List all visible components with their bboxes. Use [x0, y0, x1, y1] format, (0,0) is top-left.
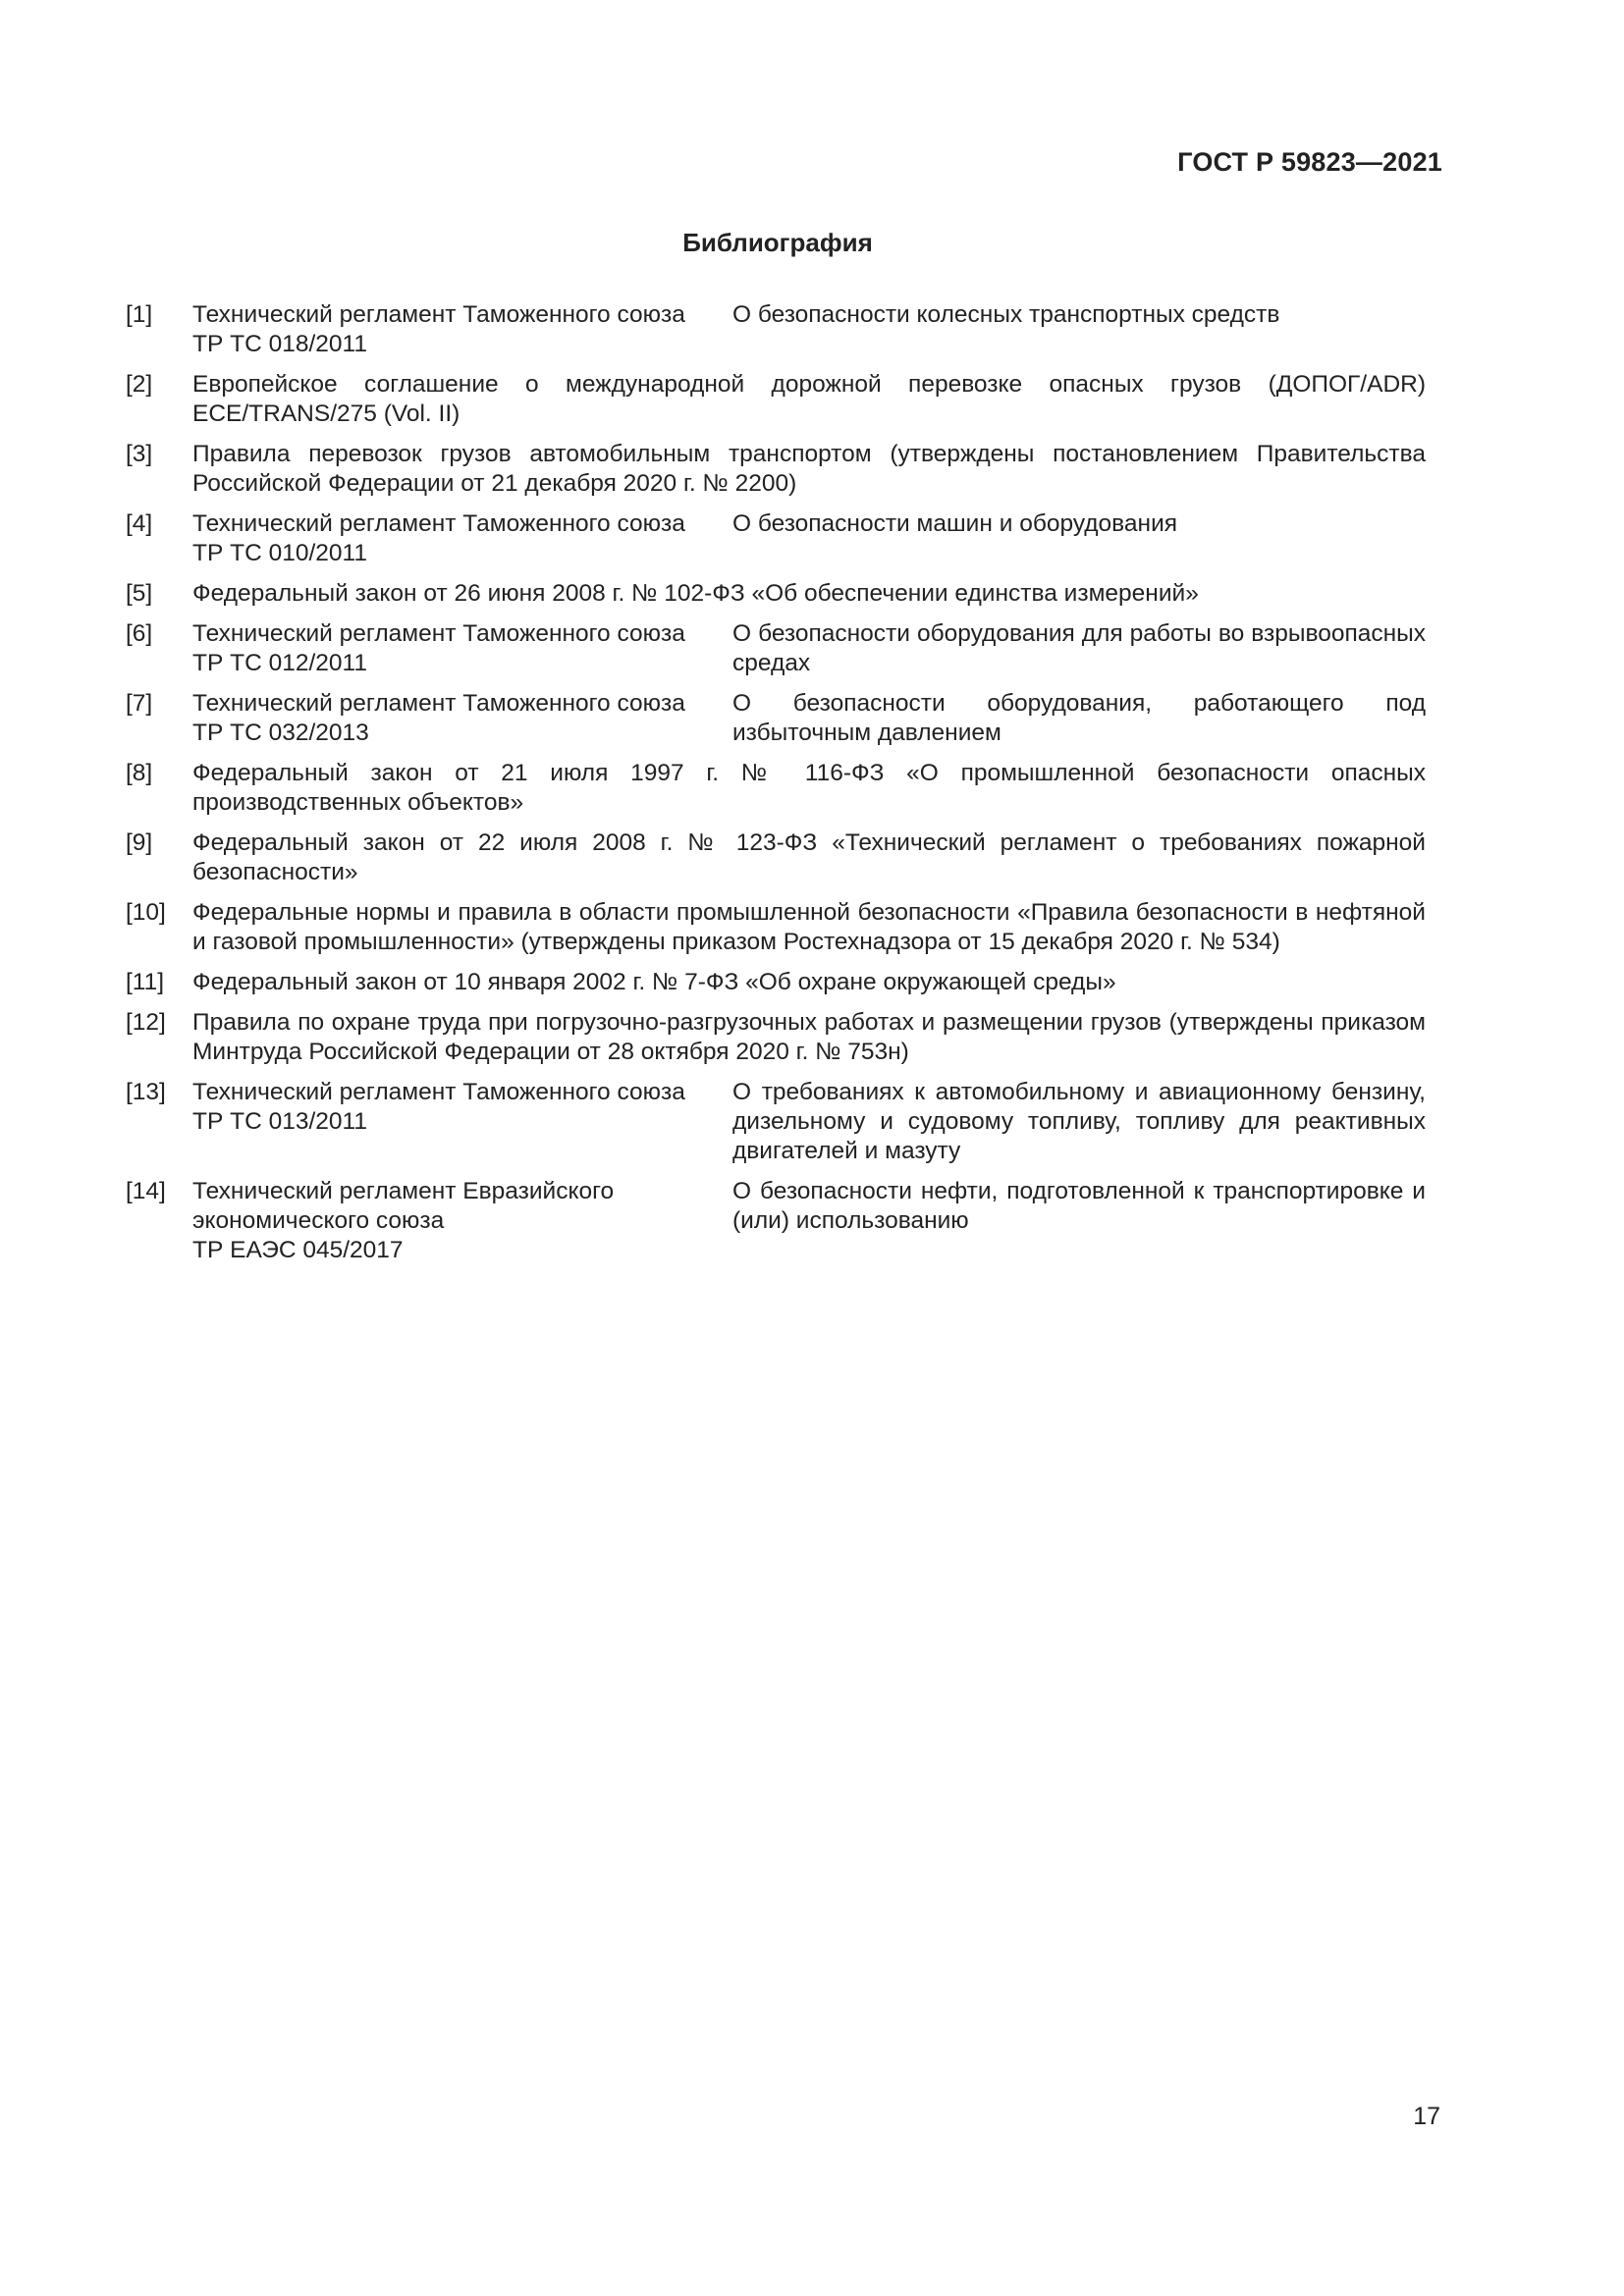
bibliography-entry-9	[126, 828, 1426, 887]
entry-document	[192, 689, 732, 748]
entry-text: Федеральный закон от 22 июля 2008 г. № 123-ФЗ «Технический регламент о требованиях пожарной безопасности»	[192, 829, 1426, 885]
bibliography-entry-11	[126, 968, 1426, 997]
bibliography-entry-12	[126, 1008, 1426, 1067]
entry-number: [14]	[126, 1178, 166, 1204]
bibliography-entry-8	[126, 759, 1426, 818]
entry-subject: О требованиях к автомобильному и авиационному бензину, дизельному и судовому топливу, топливу для реактивных двигателей и мазуту	[732, 1079, 1426, 1164]
entry-document-title: Технический регламент Евразийского экономического союза	[192, 1178, 615, 1234]
entry-number: [1]	[126, 301, 153, 328]
entry-document-code: ТР ЕАЭС 045/2017	[192, 1237, 404, 1263]
entry-subject: О безопасности машин и оборудования	[732, 510, 1178, 537]
entry-text: Европейское соглашение о международной дорожной перевозке опасных грузов (ДОПОГ/ADR) ECE/TRANS/275 (Vol. II)	[192, 371, 1426, 427]
entry-text: Федеральные нормы и правила в области промышленной безопасности «Правила безопасности в нефтяной и газовой промышленности» (утверждены приказом Ростехнадзора от 15 декабря 2020 г. № 534)	[192, 899, 1426, 955]
entry-number: [4]	[126, 510, 153, 537]
bibliography-entry-10	[126, 898, 1426, 957]
bibliography-list	[126, 300, 1426, 1276]
bibliography-entry-5	[126, 579, 1426, 609]
page-number: 17	[1413, 2103, 1440, 2130]
bibliography-entry-7	[126, 689, 1426, 748]
entry-document-code: ТР ТС 032/2013	[192, 720, 369, 746]
entry-text: Федеральный закон от 21 июля 1997 г. № 116-ФЗ «О промышленной безопасности опасных производственных объектов»	[192, 760, 1426, 816]
bibliography-entry-3	[126, 440, 1426, 499]
entry-document-title: Технический регламент Таможенного союза	[192, 620, 685, 647]
entry-subject: О безопасности оборудования, работающего под избыточным давлением	[732, 690, 1426, 746]
entry-number: [13]	[126, 1079, 166, 1105]
entry-document-code: ТР ТС 010/2011	[192, 540, 367, 566]
bibliography-entry-1	[126, 300, 1426, 359]
bibliography-entry-2	[126, 370, 1426, 429]
entry-text: Правила по охране труда при погрузочно-разгрузочных работах и размещении грузов (утверждены приказом Минтруда Российской Федерации от 28 октября 2020 г. № 753н)	[192, 1009, 1426, 1065]
entry-document-title: Технический регламент Таможенного союза	[192, 510, 685, 537]
entry-number: [9]	[126, 829, 153, 856]
entry-number: [3]	[126, 441, 153, 467]
entry-number: [2]	[126, 371, 153, 398]
entry-number: [7]	[126, 690, 153, 717]
entry-document	[192, 1078, 732, 1166]
entry-number: [11]	[126, 969, 165, 995]
entry-subject: О безопасности нефти, подготовленной к транспортировке и (или) использованию	[732, 1178, 1426, 1234]
entry-subject: О безопасности оборудования для работы во взрывоопасных средах	[732, 620, 1426, 676]
bibliography-entry-6	[126, 619, 1426, 678]
bibliography-entry-4	[126, 509, 1426, 568]
entry-document-code: ТР ТС 013/2011	[192, 1108, 367, 1135]
entry-text: Федеральный закон от 26 июня 2008 г. № 102-ФЗ «Об обеспечении единства измерений»	[192, 580, 1199, 607]
entry-document-title: Технический регламент Таможенного союза	[192, 690, 685, 717]
entry-number: [6]	[126, 620, 153, 647]
entry-document-code: ТР ТС 012/2011	[192, 650, 367, 676]
entry-document	[192, 509, 732, 568]
bibliography-title: Библиография	[682, 228, 873, 257]
entry-number: [10]	[126, 899, 166, 926]
entry-document-title: Технический регламент Таможенного союза	[192, 301, 685, 328]
entry-document-title: Технический регламент Таможенного союза	[192, 1079, 685, 1105]
entry-number: [8]	[126, 760, 153, 786]
bibliography-entry-14	[126, 1177, 1426, 1265]
document-code: ГОСТ Р 59823—2021	[1177, 147, 1442, 177]
entry-text: Правила перевозок грузов автомобильным транспортом (утверждены постановлением Правительства Российской Федерации от 21 декабря 2020 г. № 2200)	[192, 441, 1426, 497]
entry-subject: О безопасности колесных транспортных средств	[732, 301, 1280, 328]
entry-document-code: ТР ТС 018/2011	[192, 331, 367, 357]
bibliography-entry-13	[126, 1078, 1426, 1166]
entry-number: [12]	[126, 1009, 166, 1036]
entry-number: [5]	[126, 580, 153, 607]
entry-document	[192, 619, 732, 678]
entry-document	[192, 1177, 732, 1265]
entry-document	[192, 300, 732, 359]
entry-text: Федеральный закон от 10 января 2002 г. № 7-ФЗ «Об охране окружающей среды»	[192, 969, 1116, 995]
